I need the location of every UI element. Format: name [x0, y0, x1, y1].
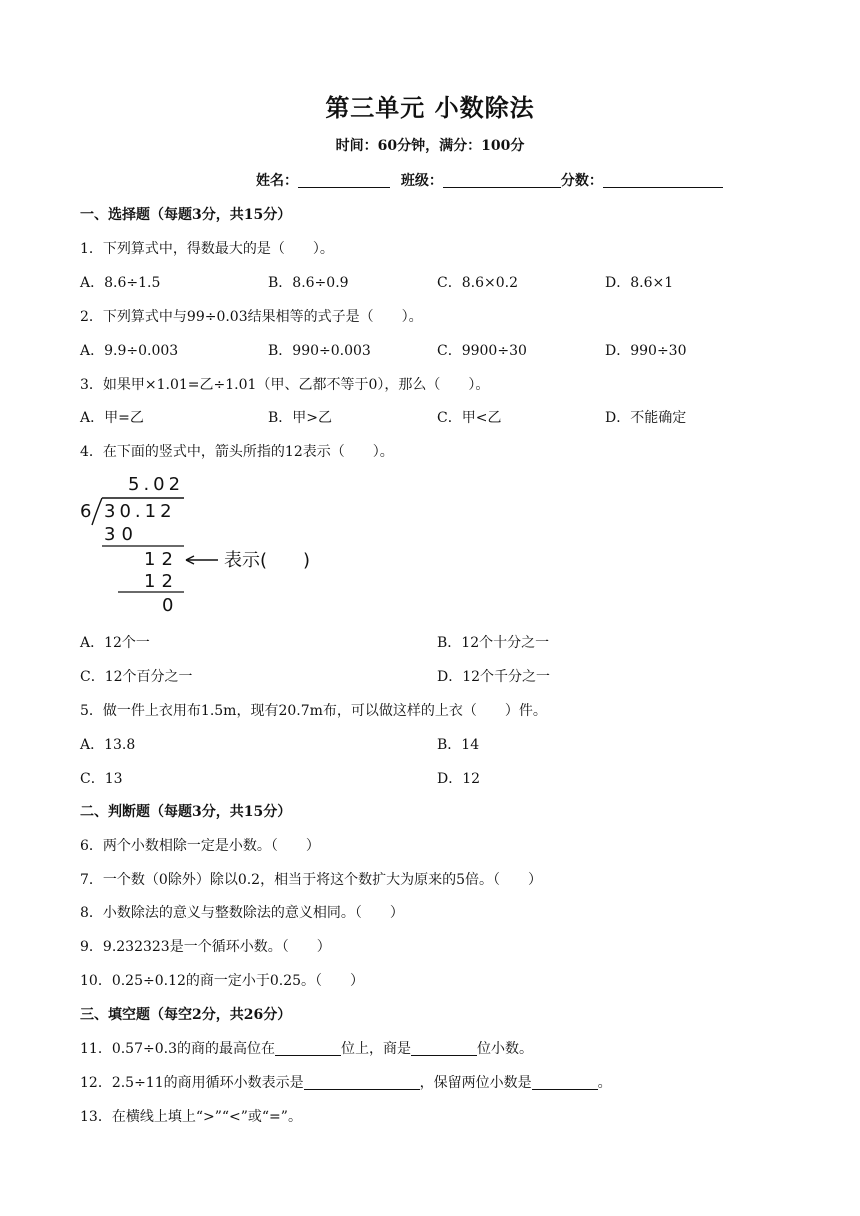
option-b: B．8.6÷0.9	[268, 275, 349, 291]
arrow-label: 表示( )	[224, 550, 311, 571]
division-step2: 12	[144, 549, 179, 570]
question-stem: 1．下列算式中，得数最大的是（ ）。	[80, 241, 334, 257]
option-a: A．8.6÷1.5	[80, 275, 161, 291]
class-label: 班级：	[400, 173, 443, 189]
option-d: D．12个千分之一	[437, 669, 551, 685]
division-step1: 30	[104, 524, 139, 545]
division-step3: 12	[144, 571, 179, 592]
option-d: D．12	[437, 771, 481, 787]
question-stem: 5．做一件上衣用布1.5m，现有20.7m布，可以做这样的上衣（ ）件。	[80, 703, 547, 719]
option-c: C．甲<乙	[437, 410, 502, 426]
fill-text: 位上，商是	[340, 1041, 411, 1057]
score-label: 分数：	[560, 173, 603, 189]
fill-text: ，保留两位小数是	[419, 1075, 532, 1091]
option-b: B．990÷0.003	[268, 343, 371, 359]
judge-item: 9．9.232323是一个循环小数。（ ）	[80, 939, 331, 955]
page-title: 第三单元 小数除法	[325, 94, 535, 122]
division-dividend: 30.12	[104, 501, 176, 522]
section-title-judge: 二、判断题（每题3分，共15分）	[80, 804, 292, 820]
division-divisor: 6	[80, 501, 92, 522]
option-a: A．甲=乙	[80, 410, 144, 426]
option-c: C．12个百分之一	[80, 669, 193, 685]
fill-question-13: 13．在横线上填上“>”“<”或“=”。	[80, 1109, 302, 1125]
fill-question-11	[80, 1038, 533, 1058]
section-title-fill: 三、填空题（每空2分，共26分）	[80, 1007, 292, 1023]
student-info-row	[256, 170, 723, 190]
section-title-choice: 一、选择题（每题3分，共15分）	[80, 207, 292, 223]
name-blank[interactable]	[298, 171, 390, 188]
division-remainder: 0	[162, 595, 174, 615]
option-a: A．9.9÷0.003	[80, 343, 179, 359]
option-d: D．990÷30	[605, 343, 687, 359]
answer-blank[interactable]	[275, 1039, 341, 1056]
option-c: C．9900÷30	[437, 343, 527, 359]
option-d: D．不能确定	[605, 410, 687, 426]
fill-question-12	[80, 1072, 612, 1092]
judge-item: 7．一个数（0除外）除以0.2，相当于将这个数扩大为原来的5倍。（ ）	[80, 872, 542, 888]
division-quotient: 5.02	[128, 474, 185, 495]
question-stem: 3．如果甲×1.01=乙÷1.01（甲、乙都不等于0），那么（ ）。	[80, 377, 490, 393]
option-c: C．13	[80, 771, 123, 787]
fill-text: 12．2.5÷11的商用循环小数表示是	[80, 1075, 304, 1091]
fill-text: 。	[597, 1075, 612, 1091]
question-stem: 2．下列算式中与99÷0.03结果相等的式子是（ ）。	[80, 309, 423, 325]
long-division-figure	[80, 470, 340, 615]
option-b: B．14	[437, 737, 480, 753]
judge-item: 8．小数除法的意义与整数除法的意义相同。（ ）	[80, 905, 404, 921]
judge-item: 6．两个小数相除一定是小数。（ ）	[80, 838, 320, 854]
option-c: C．8.6×0.2	[437, 275, 518, 291]
name-label: 姓名：	[256, 173, 298, 189]
answer-blank[interactable]	[304, 1073, 420, 1090]
exam-time-info: 时间：60分钟，满分：100分	[335, 138, 525, 154]
fill-text: 位小数。	[476, 1041, 533, 1057]
option-d: D．8.6×1	[605, 275, 674, 291]
judge-item: 10．0.25÷0.12的商一定小于0.25。（ ）	[80, 973, 365, 989]
option-b: B．12个十分之一	[437, 635, 550, 651]
answer-blank[interactable]	[532, 1073, 598, 1090]
option-a: A．12个一	[80, 635, 150, 651]
question-stem: 4．在下面的竖式中，箭头所指的12表示（ ）。	[80, 444, 394, 460]
fill-text: 11．0.57÷0.3的商的最高位在	[80, 1041, 275, 1057]
score-blank[interactable]	[603, 171, 723, 188]
option-a: A．13.8	[80, 737, 136, 753]
option-b: B．甲>乙	[268, 410, 333, 426]
class-blank[interactable]	[443, 171, 561, 188]
answer-blank[interactable]	[411, 1039, 477, 1056]
